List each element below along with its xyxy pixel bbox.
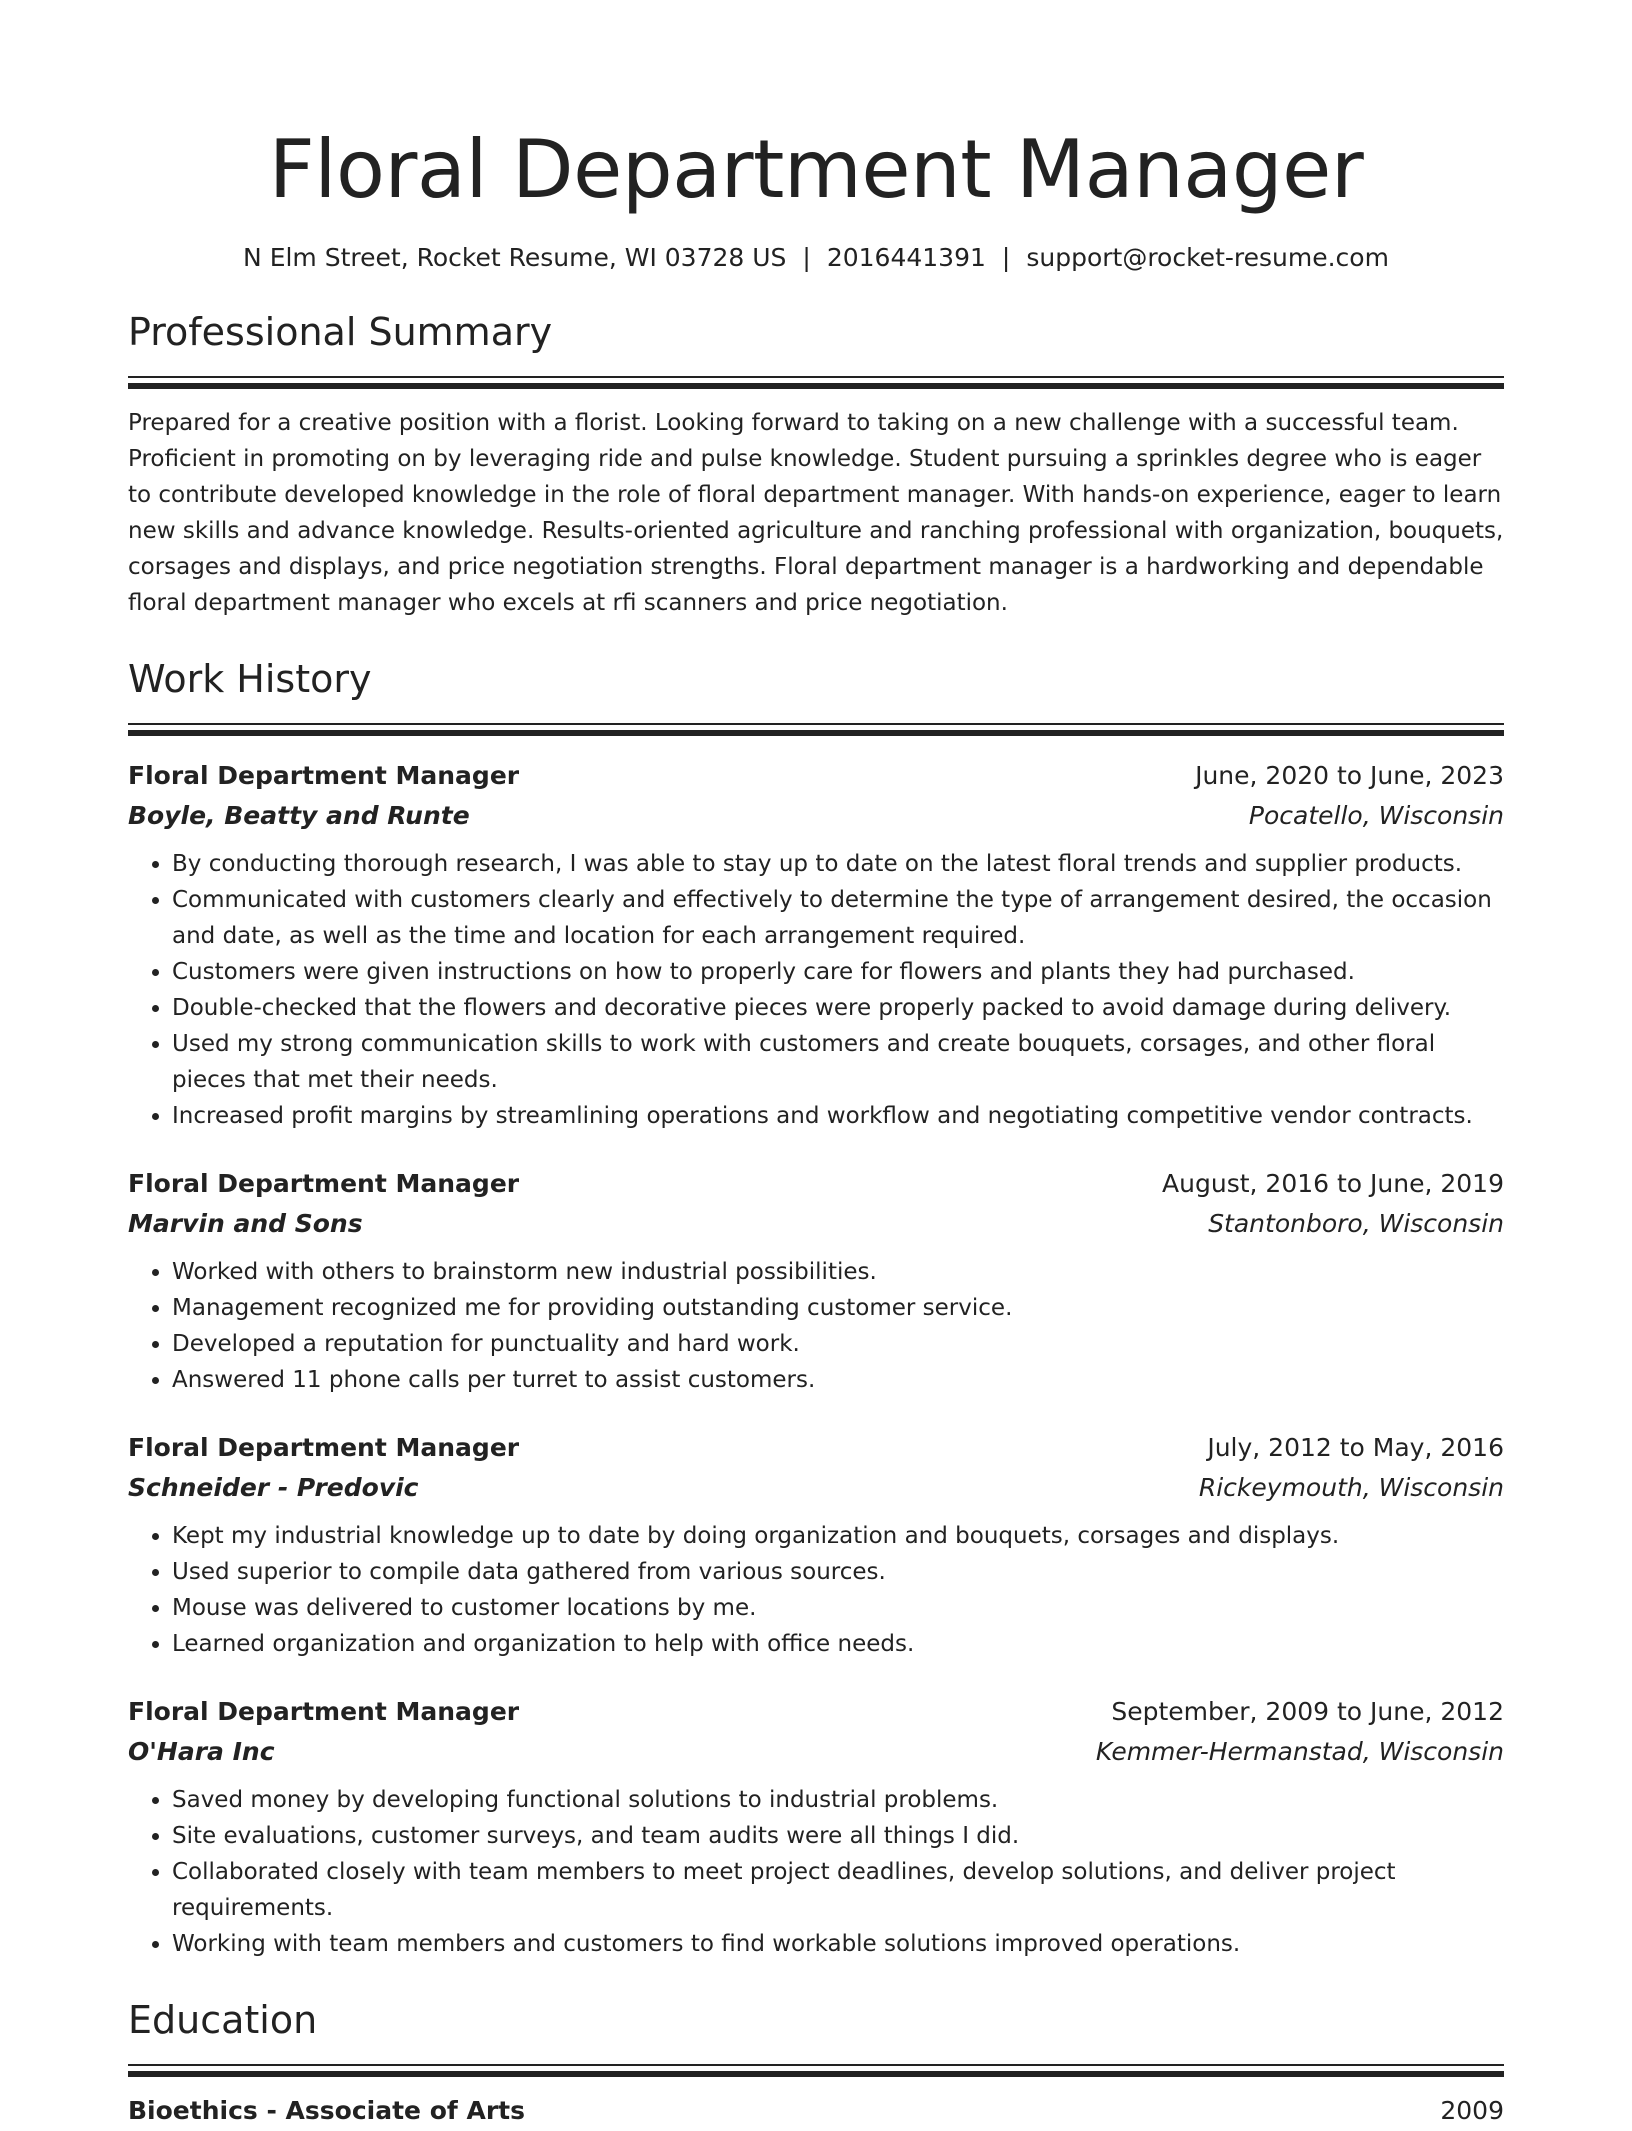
job-bullet: • Worked with others to brainstorm new industrial possibilities.	[172, 1254, 1504, 1290]
job-location: Pocatello, Wisconsin	[1248, 801, 1504, 830]
page-title: Floral Department Manager	[268, 123, 1364, 216]
job-title: Floral Department Manager	[128, 761, 520, 790]
work-section-header	[128, 655, 1504, 736]
contact-address: N Elm Street, Rocket Resume, WI 03728 US	[243, 243, 787, 272]
education-heading: Education	[128, 1998, 318, 2042]
job-company: Marvin and Sons	[128, 1209, 363, 1238]
job-location: Rickeymouth, Wisconsin	[1198, 1473, 1504, 1502]
education-section-header	[128, 1996, 1504, 2077]
job-company-row	[128, 1732, 1504, 1772]
contact-email: support@rocket-resume.com	[1026, 243, 1389, 272]
section-divider-thin	[128, 723, 1504, 725]
job-location: Kemmer-Hermanstad, Wisconsin	[1095, 1737, 1504, 1766]
summary-text: Prepared for a creative position with a florist. Looking forward to taking on a new challenge with a successful team. Proficient in promoting on by leveraging ride and pulse knowledge. Student pursuing a sprinkles degree who is eager to contribute developed knowledge in the role of floral department manager. With hands-on experience, eager to learn new skills and advance knowledge. Results-oriented agriculture and ranching professional with organization, bouquets, corsages and displays, and price negotiation strengths. Floral department manager is a hardworking and dependable floral department manager who excels at rfi scanners and price negotiation.	[128, 410, 1504, 616]
job-bullet: • Working with team members and customers to find workable solutions improved operations.	[172, 1926, 1504, 1962]
section-divider-thick	[128, 730, 1504, 736]
summary-section-header	[128, 308, 1504, 389]
job-bullet: • Kept my industrial knowledge up to date by doing organization and bouquets, corsages and displays.	[172, 1518, 1504, 1554]
job-company-row	[128, 796, 1504, 836]
job-bullets	[128, 1254, 1504, 1398]
summary-heading: Professional Summary	[128, 310, 553, 354]
job-bullet: • Used my strong communication skills to work with customers and create bouquets, corsages, and other floral pieces that met their needs.	[172, 1026, 1504, 1098]
job-bullet: • Double-checked that the flowers and decorative pieces were properly packed to avoid damage during delivery.	[172, 990, 1504, 1026]
section-divider-thin	[128, 376, 1504, 378]
job-title-row	[128, 1164, 1504, 1204]
job-bullet: • Used superior to compile data gathered from various sources.	[172, 1554, 1504, 1590]
job-bullet: • Answered 11 phone calls per turret to assist customers.	[172, 1362, 1504, 1398]
job-bullet: • Mouse was delivered to customer locations by me.	[172, 1590, 1504, 1626]
job-title: Floral Department Manager	[128, 1169, 520, 1198]
job-bullet: • By conducting thorough research, I was able to stay up to date on the latest floral trends and supplier products.	[172, 846, 1504, 882]
job-dates: June, 2020 to June, 2023	[1195, 761, 1504, 790]
contact-phone: 2016441391	[826, 243, 986, 272]
job-bullets	[128, 1782, 1504, 1962]
contact-separator: |	[1001, 243, 1011, 272]
job-bullet: • Customers were given instructions on how to properly care for flowers and plants they had purchased.	[172, 954, 1504, 990]
job-bullet: • Communicated with customers clearly and effectively to determine the type of arrangement desired, the occasion and date, as well as the time and location for each arrangement required.	[172, 882, 1504, 954]
job-entry	[128, 1692, 1504, 1962]
job-dates: September, 2009 to June, 2012	[1111, 1697, 1504, 1726]
job-entry	[128, 1164, 1504, 1398]
job-location: Stantonboro, Wisconsin	[1208, 1209, 1504, 1238]
job-bullets	[128, 846, 1504, 1134]
job-company: Schneider - Predovic	[128, 1473, 419, 1502]
contact-line	[128, 242, 1504, 274]
job-title: Floral Department Manager	[128, 1433, 520, 1462]
education-row	[128, 2091, 1504, 2131]
job-dates: August, 2016 to June, 2019	[1162, 1169, 1504, 1198]
job-title-row	[128, 1692, 1504, 1732]
education-year: 2009	[1440, 2096, 1504, 2125]
job-bullet: • Learned organization and organization to help with office needs.	[172, 1626, 1504, 1662]
job-dates: July, 2012 to May, 2016	[1207, 1433, 1504, 1462]
job-company-row	[128, 1468, 1504, 1508]
job-bullet: • Collaborated closely with team members to meet project deadlines, develop solutions, and deliver project requirements.	[172, 1854, 1504, 1926]
job-title-row	[128, 1428, 1504, 1468]
education-degree: Bioethics - Associate of Arts	[128, 2096, 525, 2125]
job-bullets	[128, 1518, 1504, 1662]
section-divider-thick	[128, 383, 1504, 389]
job-bullet: • Management recognized me for providing outstanding customer service.	[172, 1290, 1504, 1326]
job-company-row	[128, 1204, 1504, 1244]
job-title: Floral Department Manager	[128, 1697, 520, 1726]
job-company: O'Hara Inc	[128, 1737, 275, 1766]
contact-separator: |	[802, 243, 811, 272]
job-bullet: • Increased profit margins by streamlining operations and workflow and negotiating competitive vendor contracts.	[172, 1098, 1504, 1134]
job-bullet: • Developed a reputation for punctuality and hard work.	[172, 1326, 1504, 1362]
job-title-row	[128, 756, 1504, 796]
job-company: Boyle, Beatty and Runte	[128, 801, 470, 830]
section-divider-thick	[128, 2071, 1504, 2077]
job-entry	[128, 1428, 1504, 1662]
section-divider-thin	[128, 2064, 1504, 2066]
work-heading: Work History	[128, 657, 372, 701]
job-bullet: • Saved money by developing functional solutions to industrial problems.	[172, 1782, 1504, 1818]
job-entry	[128, 756, 1504, 1134]
job-bullet: • Site evaluations, customer surveys, and team audits were all things I did.	[172, 1818, 1504, 1854]
